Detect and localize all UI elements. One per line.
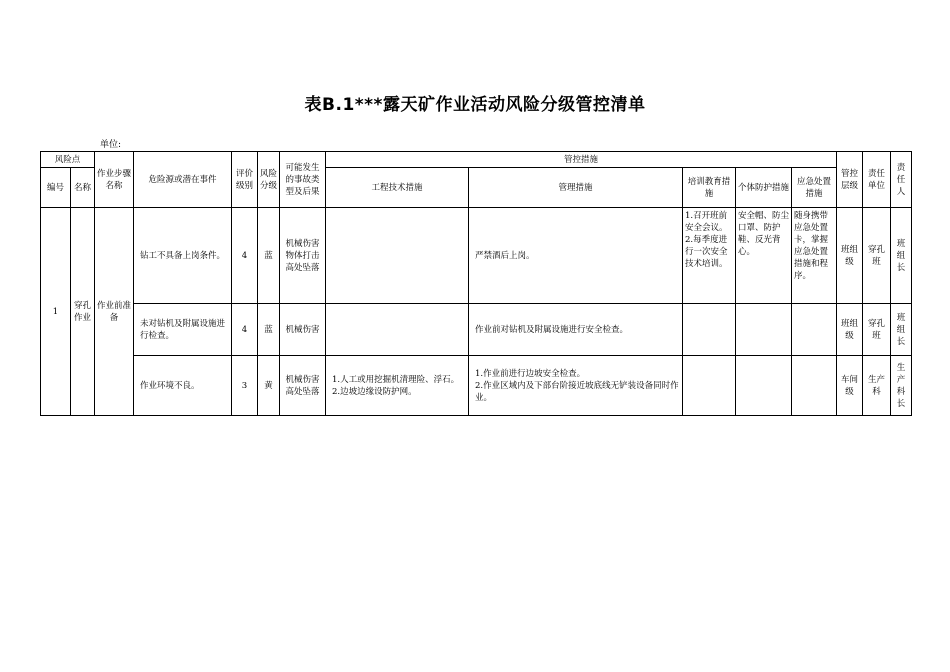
header-risk-point: 风险点 (41, 152, 95, 168)
header-management: 管理措施 (469, 168, 683, 208)
table-row (41, 356, 912, 416)
header-control-measures: 管控措施 (326, 152, 837, 168)
eval-level-cell: 3 (232, 356, 258, 416)
control-tier-cell: 班组级 (837, 208, 863, 304)
header-step: 作业步骤名称 (95, 152, 134, 208)
header-hazard: 危险源或潜在事件 (134, 152, 232, 208)
hazard-cell: 作业环境不良。 (134, 356, 232, 416)
page-title: 表B.1***露天矿作业活动风险分级管控清单 (304, 95, 646, 115)
training-cell (683, 304, 736, 356)
eval-level-cell: 4 (232, 208, 258, 304)
work-step-name: 作业前准备 (95, 208, 134, 416)
header-control-tier: 管控层级 (837, 152, 863, 208)
unit-label: 单位: (100, 140, 122, 150)
header-eval-level: 评价级别 (232, 152, 258, 208)
risk-level-cell: 黄 (258, 356, 280, 416)
management-cell (469, 304, 683, 356)
header-engineering: 工程技术措施 (326, 168, 469, 208)
management-item: 2.作业区域内及下部台阶接近坡底线无铲装设备同时作业。 (475, 380, 679, 403)
header-resp-unit: 责任单位 (863, 152, 891, 208)
table-row (41, 304, 912, 356)
header-consequence: 可能发生的事故类型及后果 (280, 152, 326, 208)
control-tier-cell: 班组级 (837, 304, 863, 356)
hazard-cell: 钻工不具备上岗条件。 (134, 208, 232, 304)
engineering-item: 1.人工或用挖掘机清理险、浮石。 (332, 374, 460, 385)
risk-level-cell: 蓝 (258, 208, 280, 304)
management-item: 1.作业前进行边坡安全检查。 (475, 368, 586, 379)
header-emergency: 应急处置措施 (792, 168, 837, 208)
hazard-cell: 未对钻机及附属设施进行检查。 (134, 304, 232, 356)
management-cell (469, 208, 683, 304)
header-number: 编号 (41, 168, 71, 208)
management-item: 作业前对钻机及附属设施进行安全检查。 (475, 324, 629, 335)
training-cell (683, 356, 736, 416)
ppe-cell: 安全帽、防尘口罩、防护鞋、反光背心。 (736, 208, 792, 304)
risk-level-cell: 蓝 (258, 304, 280, 356)
header-ppe: 个体防护措施 (736, 168, 792, 208)
resp-unit-cell: 生产科 (863, 356, 891, 416)
risk-point-number: 1 (41, 208, 71, 416)
ppe-cell (736, 304, 792, 356)
header-risk-level: 风险分级 (258, 152, 280, 208)
management-item: 严禁酒后上岗。 (475, 250, 535, 261)
emergency-cell (792, 304, 837, 356)
resp-unit-cell: 穿孔班 (863, 208, 891, 304)
consequence-cell: 机械伤害 (280, 304, 326, 356)
resp-person-cell: 生产科长 (891, 356, 912, 416)
management-cell (469, 356, 683, 416)
emergency-cell: 随身携带应急处置卡，掌握应急处置措施和程序。 (792, 208, 837, 304)
risk-point-name: 穿孔作业 (71, 208, 95, 416)
risk-control-table (40, 151, 912, 416)
resp-person-cell: 班组长 (891, 208, 912, 304)
training-cell (683, 208, 736, 304)
training-item: 2.每季度进行一次安全技术培训。 (685, 235, 728, 269)
consequence-cell: 机械伤害物体打击高处坠落 (280, 208, 326, 304)
ppe-cell (736, 356, 792, 416)
engineering-cell (326, 304, 469, 356)
resp-unit-cell: 穿孔班 (863, 304, 891, 356)
engineering-cell (326, 356, 469, 416)
engineering-cell (326, 208, 469, 304)
table-row (41, 208, 912, 304)
resp-person-cell: 班组长 (891, 304, 912, 356)
eval-level-cell: 4 (232, 304, 258, 356)
engineering-item: 2.边坡边缘设防护网。 (332, 386, 417, 397)
control-tier-cell: 车间级 (837, 356, 863, 416)
training-item: 1.召开班前安全会议。 (685, 211, 728, 233)
consequence-cell: 机械伤害高处坠落 (280, 356, 326, 416)
emergency-cell (792, 356, 837, 416)
header-training: 培训教育措施 (683, 168, 736, 208)
header-resp-person: 责任人 (891, 152, 912, 208)
header-name: 名称 (71, 168, 95, 208)
